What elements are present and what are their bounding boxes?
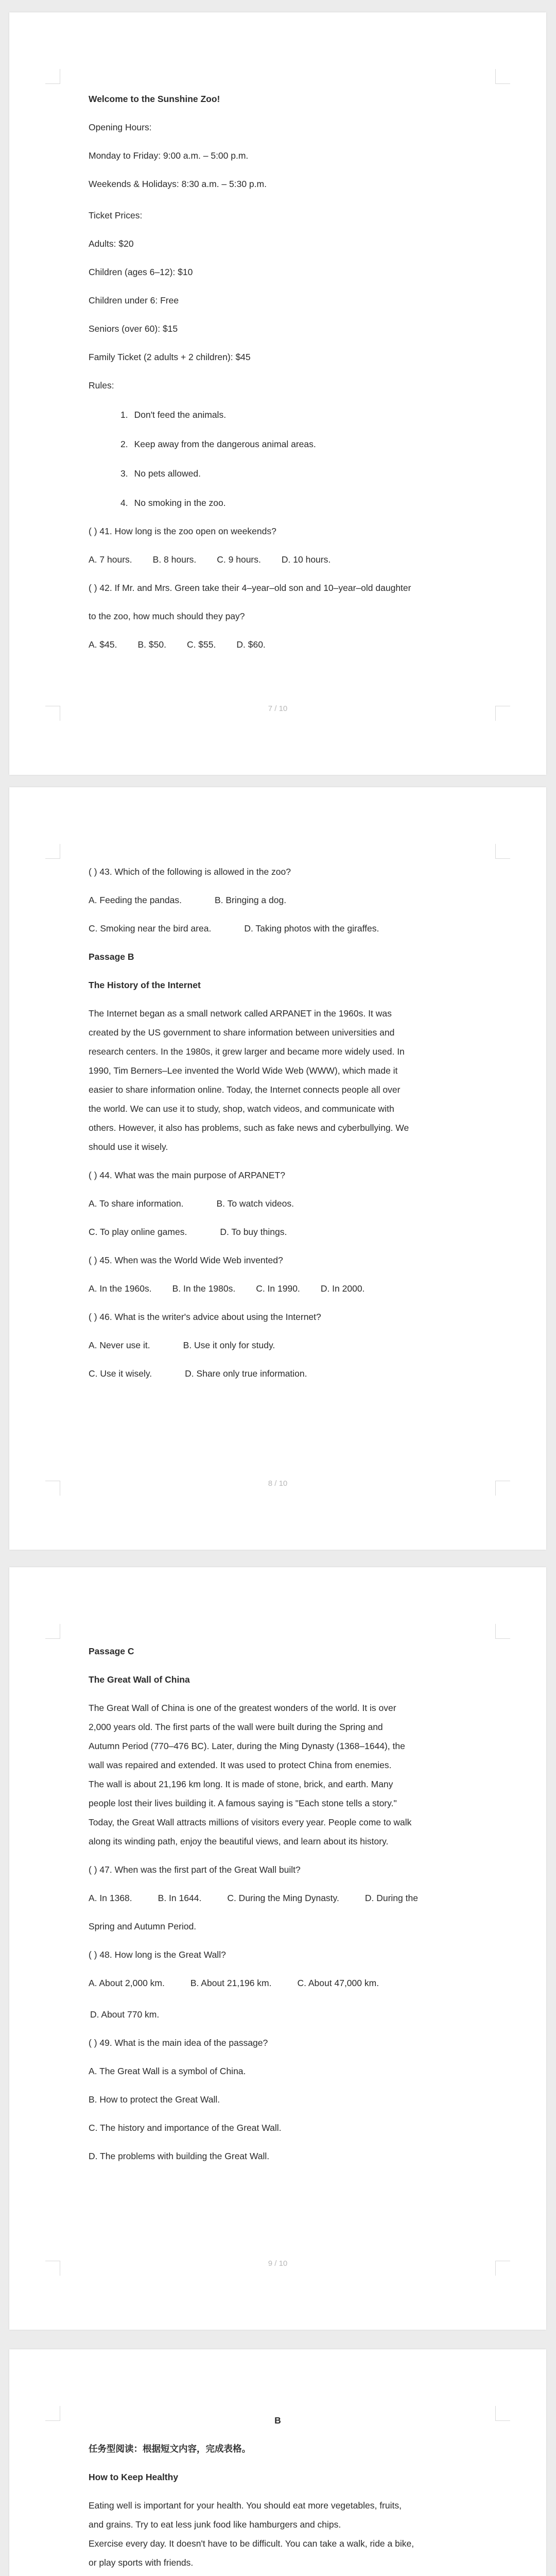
page-number: 7 / 10 <box>268 704 288 713</box>
option: B. 8 hours. <box>152 554 197 565</box>
page-content <box>89 862 467 1383</box>
document-page <box>9 787 546 1550</box>
hours-line: Weekends & Holidays: 8:30 a.m. – 5:30 p.m. <box>89 179 267 189</box>
answer-options <box>89 1364 467 1383</box>
answer-options <box>89 891 467 910</box>
body-line: 1990, Tim Berners–Lee invented the World Wide Web (WWW), which made it <box>89 1065 398 1076</box>
price-line: Children under 6: Free <box>89 295 179 306</box>
option: A. In the 1960s. <box>89 1283 152 1294</box>
option: C. During the Ming Dynasty. <box>227 1893 339 1903</box>
question-45: ( ) 45. When was the World Wide Web invented? <box>89 1255 283 1265</box>
option: C. The history and importance of the Great Wall. <box>89 2123 282 2133</box>
option: A. About 2,000 km. <box>89 1978 165 1988</box>
body-line: Autumn Period (770–476 BC). Later, during the Ming Dynasty (1368–1644), the <box>89 1741 405 1751</box>
question-43: ( ) 43. Which of the following is allowed in the zoo? <box>89 867 291 877</box>
option: A. 7 hours. <box>89 554 132 565</box>
body-line: others. However, it also has problems, such as fake news and cyberbullying. We <box>89 1123 409 1133</box>
crop-mark <box>45 844 60 859</box>
option: A. In 1368. <box>89 1893 132 1903</box>
crop-mark <box>495 2406 510 2421</box>
body-line: the world. We can use it to study, shop, watch videos, and communicate with <box>89 1104 394 1114</box>
body-line: research centers. In the 1980s, it grew larger and became more widely used. In <box>89 1046 405 1057</box>
answer-options <box>89 1974 467 1993</box>
body-line: Eating well is important for your health. You should eat more vegetables, fruits, <box>89 2500 402 2511</box>
option: C. About 47,000 km. <box>297 1978 379 1988</box>
rule-text: Don't feed the animals. <box>134 410 227 420</box>
option: C. In 1990. <box>256 1283 300 1294</box>
option: C. Smoking near the bird area. <box>89 923 212 934</box>
body-line: 2,000 years old. The first parts of the wall were built during the Spring and <box>89 1722 383 1732</box>
option: D. $60. <box>236 639 266 650</box>
question-46: ( ) 46. What is the writer's advice about using the Internet? <box>89 1312 321 1322</box>
question-47: ( ) 47. When was the first part of the Great Wall built? <box>89 1865 301 1875</box>
passage-body <box>89 2496 467 2576</box>
option: C. $55. <box>186 639 216 650</box>
rule-item <box>89 435 467 454</box>
option: A. Never use it. <box>89 1340 150 1350</box>
body-line: easier to share information online. Today, the Internet connects people all over <box>89 1084 401 1095</box>
option: C. Use it wisely. <box>89 1368 152 1379</box>
price-line: Adults: $20 <box>89 239 134 249</box>
page-content <box>89 2411 467 2576</box>
answer-options <box>89 1279 467 1298</box>
passage-label: Passage B <box>89 952 134 962</box>
body-line: created by the US government to share information between universities and <box>89 1027 395 1038</box>
question-44: ( ) 44. What was the main purpose of ARPANET? <box>89 1170 285 1180</box>
question-42: ( ) 42. If Mr. and Mrs. Green take their 4–year–old son and 10–year–old daughter <box>89 583 411 593</box>
body-line: wall was repaired and extended. It was used to protect China from enemies. <box>89 1760 392 1770</box>
question-41: ( ) 41. How long is the zoo open on weekends? <box>89 526 276 536</box>
rule-text: No smoking in the zoo. <box>134 498 226 508</box>
answer-options <box>89 1889 467 1908</box>
rule-item <box>89 494 467 513</box>
option: B. In 1644. <box>158 1893 202 1903</box>
answer-options <box>89 1336 467 1355</box>
rule-number: 1. <box>120 410 128 420</box>
option: A. Feeding the pandas. <box>89 895 182 905</box>
rule-text: No pets allowed. <box>134 468 201 479</box>
section-number: B <box>274 2415 281 2426</box>
option: B. $50. <box>137 639 166 650</box>
rule-item <box>89 405 467 425</box>
question-48: ( ) 48. How long is the Great Wall? <box>89 1950 226 1960</box>
rule-item <box>89 464 467 483</box>
notice-title: Welcome to the Sunshine Zoo! <box>89 94 220 104</box>
page-content <box>89 1642 467 2166</box>
passage-title: How to Keep Healthy <box>89 2472 179 2482</box>
option: B. How to protect the Great Wall. <box>89 2094 220 2105</box>
option: D. 10 hours. <box>281 554 331 565</box>
option: C. To play online games. <box>89 1227 187 1237</box>
document-page <box>9 12 546 775</box>
body-line: people lost their lives building it. A famous saying is "Each stone tells a story." <box>89 1798 397 1808</box>
crop-mark <box>495 69 510 84</box>
body-line: The wall is about 21,196 km long. It is made of stone, brick, and earth. Many <box>89 1779 393 1789</box>
rule-number: 2. <box>120 439 128 449</box>
option: B. Bringing a dog. <box>214 895 287 905</box>
option: B. To watch videos. <box>216 1198 294 1209</box>
answer-options <box>89 1223 467 1242</box>
option: B. In the 1980s. <box>172 1283 236 1294</box>
price-line: Seniors (over 60): $15 <box>89 324 178 334</box>
option: B. About 21,196 km. <box>190 1978 272 1988</box>
passage-body <box>89 1699 467 1851</box>
passage-title: The History of the Internet <box>89 980 201 990</box>
option: D. Taking photos with the giraffes. <box>244 923 379 934</box>
crop-mark <box>45 69 60 84</box>
option: D. The problems with building the Great Wall. <box>89 2151 270 2161</box>
document-page <box>9 2349 546 2576</box>
rule-number: 3. <box>120 468 128 479</box>
price-line: Family Ticket (2 adults + 2 children): $45 <box>89 352 251 362</box>
option: D. During the <box>364 1893 418 1903</box>
body-line: Exercise every day. It doesn't have to be difficult. You can take a walk, ride a bike, <box>89 2538 414 2549</box>
option: A. The Great Wall is a symbol of China. <box>89 2066 246 2076</box>
rule-text: Keep away from the dangerous animal areas. <box>134 439 316 449</box>
body-line: should use it wisely. <box>89 1142 168 1152</box>
option: B. Use it only for study. <box>183 1340 275 1350</box>
body-line: The Great Wall of China is one of the greatest wonders of the world. It is over <box>89 1703 396 1713</box>
passage-body <box>89 1004 467 1157</box>
page-number: 9 / 10 <box>268 2259 288 2268</box>
answer-options <box>89 550 467 569</box>
answer-options <box>89 635 467 654</box>
crop-mark <box>45 1624 60 1639</box>
option: A. $45. <box>89 639 117 650</box>
crop-mark <box>495 844 510 859</box>
body-line: and grains. Try to eat less junk food like hamburgers and chips. <box>89 2519 341 2530</box>
option: D. To buy things. <box>220 1227 287 1237</box>
task-instruction: 任务型阅读：根据短文内容，完成表格。 <box>89 2444 251 2454</box>
rules-label: Rules: <box>89 380 114 391</box>
option-continued: Spring and Autumn Period. <box>89 1921 197 1931</box>
option: D. About 770 km. <box>90 2009 160 2020</box>
page-content <box>89 90 467 654</box>
hours-label: Opening Hours: <box>89 122 152 132</box>
question-49: ( ) 49. What is the main idea of the passage? <box>89 2038 268 2048</box>
answer-options <box>89 919 467 938</box>
body-line: Today, the Great Wall attracts millions of visitors every year. People come to walk <box>89 1817 412 1827</box>
prices-label: Ticket Prices: <box>89 210 143 221</box>
body-line: The Internet began as a small network called ARPANET in the 1960s. It was <box>89 1008 392 1019</box>
option: D. Share only true information. <box>185 1368 307 1379</box>
document-page <box>9 1567 546 2330</box>
crop-mark <box>45 2406 60 2421</box>
option: D. In 2000. <box>320 1283 365 1294</box>
crop-mark <box>495 1624 510 1639</box>
price-line: Children (ages 6–12): $10 <box>89 267 193 277</box>
option: A. To share information. <box>89 1198 184 1209</box>
hours-line: Monday to Friday: 9:00 a.m. – 5:00 p.m. <box>89 150 249 161</box>
passage-title: The Great Wall of China <box>89 1674 190 1685</box>
passage-label: Passage C <box>89 1646 134 1656</box>
page-number: 8 / 10 <box>268 1479 288 1488</box>
rule-number: 4. <box>120 498 128 508</box>
body-line <box>89 2572 467 2576</box>
body-line: along its winding path, enjoy the beautiful views, and learn about its history. <box>89 1836 389 1846</box>
option: C. 9 hours. <box>217 554 261 565</box>
answer-options <box>89 1194 467 1213</box>
body-line: or play sports with friends. <box>89 2557 194 2568</box>
question-42-cont: to the zoo, how much should they pay? <box>89 611 245 621</box>
